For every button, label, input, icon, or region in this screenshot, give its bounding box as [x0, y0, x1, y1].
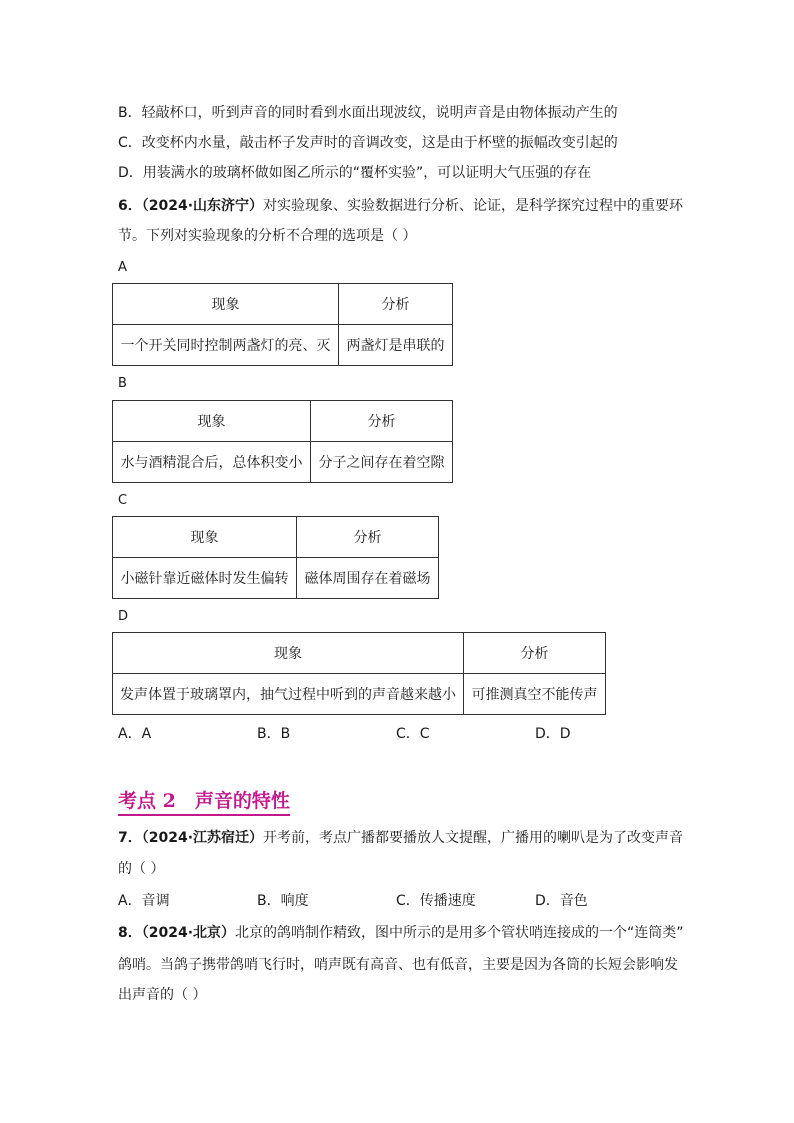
table-cell-analysis: 磁体周围存在着磁场	[297, 558, 439, 599]
q6-option-b: B．B	[257, 726, 291, 742]
q6-stem-line2: 节。下列对实验现象的分析不合理的选项是（ ）	[118, 228, 417, 244]
table-header-phenomenon: 现象	[113, 633, 464, 674]
table-cell-phenomenon: 发声体置于玻璃罩内，抽气过程中听到的声音越来越小	[113, 674, 464, 715]
table-row	[113, 517, 439, 558]
q6-options	[118, 724, 598, 744]
table-header-phenomenon: 现象	[113, 401, 311, 442]
table-row	[113, 633, 606, 674]
q6-stem-text: 对实验现象、实验数据进行分析、论证，是科学探究过程中的重要环	[263, 198, 684, 214]
q5-option-c: C．改变杯内水量，敲击杯子发声时的音调改变，这是由于杯壁的振幅改变引起的	[118, 135, 618, 151]
q6-table-b	[112, 400, 453, 483]
q6-option-a: A．A	[118, 726, 152, 742]
table-header-analysis: 分析	[464, 633, 606, 674]
q8-stem-line1	[118, 923, 684, 943]
q7-number: 7．	[118, 830, 142, 846]
q6-stem-line1	[118, 196, 683, 216]
table-cell-analysis: 分子之间存在着空隙	[311, 442, 453, 483]
q7-option-a: A．音调	[118, 893, 170, 909]
q8-stem-line2: 鸽哨。当鸽子携带鸽哨飞行时，哨声既有高音、也有低音，主要是因为各筒的长短会影响发	[118, 957, 678, 973]
q8-stem-line3: 出声音的（ ）	[118, 987, 207, 1003]
q6-table-a-letter: A	[118, 260, 127, 275]
table-row	[113, 401, 453, 442]
q8-number: 8．	[118, 925, 142, 941]
q6-option-c: C．C	[396, 726, 430, 742]
q7-source: （2024·江苏宿迁）	[141, 830, 264, 846]
table-header-phenomenon: 现象	[113, 284, 339, 325]
q6-option-d: D．D	[535, 726, 571, 742]
table-header-phenomenon: 现象	[113, 517, 297, 558]
q6-table-d	[112, 632, 606, 715]
q6-table-b-letter: B	[118, 376, 127, 391]
section-heading: 考点 2 声音的特性	[118, 788, 290, 816]
table-header-analysis: 分析	[339, 284, 453, 325]
q7-stem-line1	[118, 828, 683, 848]
q5-option-d: D．用装满水的玻璃杯做如图乙所示的“覆杯实验”，可以证明大气压强的存在	[118, 165, 592, 181]
table-cell-analysis: 两盏灯是串联的	[339, 325, 453, 366]
q6-table-d-letter: D	[118, 609, 129, 624]
q7-option-b: B．响度	[257, 893, 309, 909]
q7-stem-line2: 的（ ）	[118, 861, 165, 877]
table-header-analysis: 分析	[297, 517, 439, 558]
q5-option-b: B．轻敲杯口，听到声音的同时看到水面出现波纹，说明声音是由物体振动产生的	[118, 105, 618, 121]
table-row	[113, 325, 453, 366]
q6-source: （2024·山东济宁）	[141, 198, 264, 214]
table-row	[113, 674, 606, 715]
table-cell-phenomenon: 小磁针靠近磁体时发生偏转	[113, 558, 297, 599]
q7-stem-text: 开考前，考点广播都要播放人文提醒，广播用的喇叭是为了改变声音	[263, 830, 684, 846]
table-cell-analysis: 可推测真空不能传声	[464, 674, 606, 715]
q7-option-c: C．传播速度	[396, 893, 476, 909]
q6-number: 6．	[118, 198, 142, 214]
q8-source: （2024·北京）	[141, 925, 236, 941]
q7-option-d: D．音色	[535, 893, 588, 909]
table-cell-phenomenon: 一个开关同时控制两盏灯的亮、灭	[113, 325, 339, 366]
table-row	[113, 558, 439, 599]
table-cell-phenomenon: 水与酒精混合后，总体积变小	[113, 442, 311, 483]
table-row	[113, 284, 453, 325]
table-header-analysis: 分析	[311, 401, 453, 442]
table-row	[113, 442, 453, 483]
q7-options	[118, 891, 598, 911]
q6-table-a	[112, 283, 453, 366]
q6-table-c	[112, 516, 439, 599]
q8-stem-text: 北京的鸽哨制作精致，图中所示的是用多个管状哨连接成的一个“连筒类”	[235, 925, 684, 941]
q6-table-c-letter: C	[118, 493, 128, 508]
